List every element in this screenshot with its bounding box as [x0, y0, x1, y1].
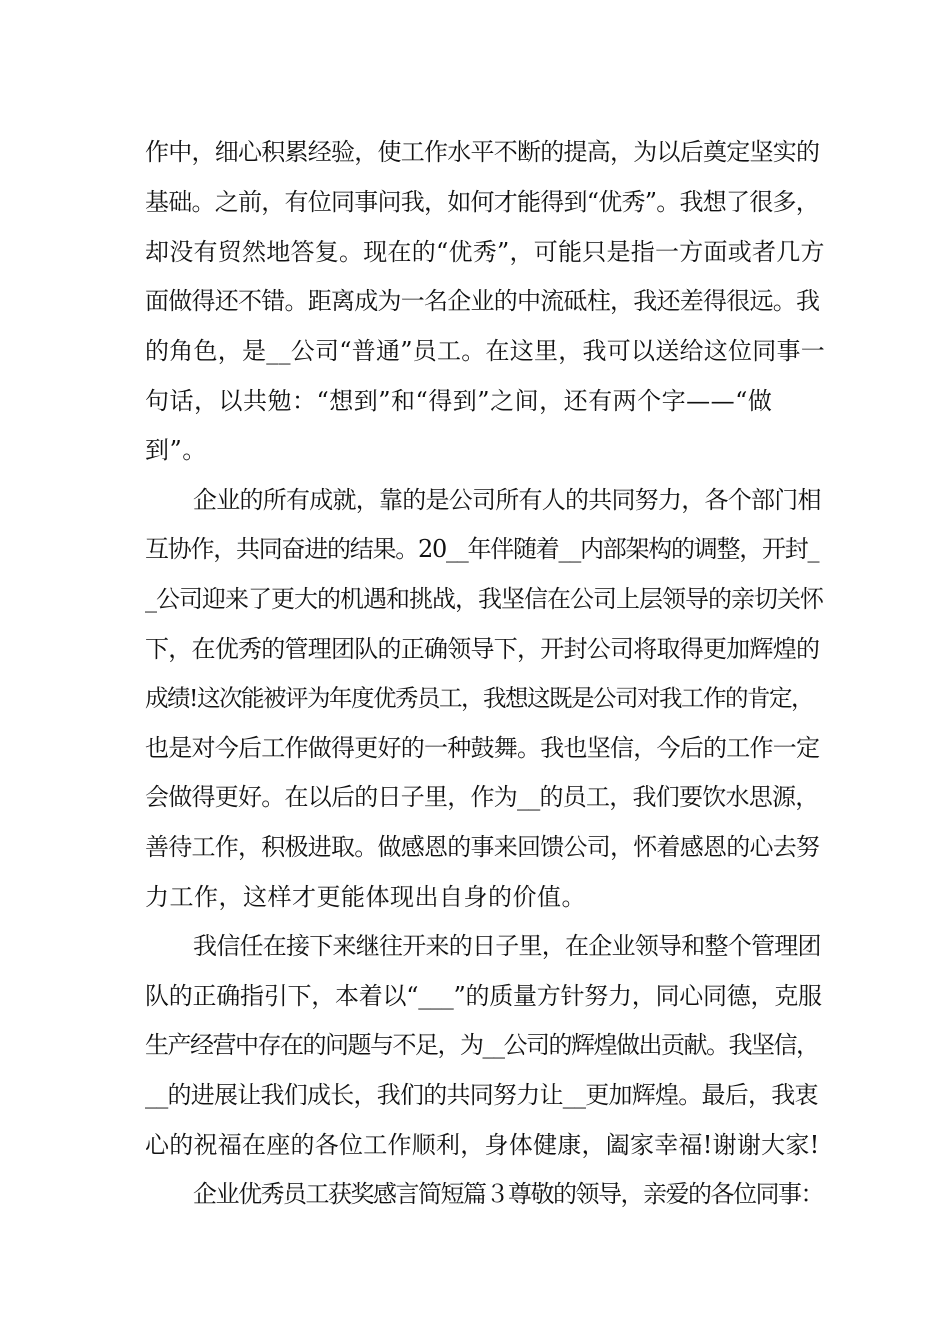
paragraph-2-line-6: 也是对今后工作做得更好的一种鼓舞。我也坚信，今后的工作一定 — [145, 734, 820, 762]
paragraph-2-line-1: 企业的所有成就，靠的是公司所有人的共同努力，各个部门相 — [193, 486, 821, 514]
paragraph-2-line-2: 互协作，共同奋进的结果。20__年伴随着__内部架构的调整，开封_ — [145, 535, 819, 563]
paragraph-1-line-3: 却没有贸然地答复。现在的“优秀”，可能只是指一方面或者几方 — [145, 238, 825, 266]
paragraph-2-line-9: 力工作，这样才更能体现出自身的价值。 — [145, 883, 586, 911]
paragraph-3-line-1: 我信任在接下来继往开来的日子里，在企业领导和整个管理团 — [193, 932, 821, 960]
paragraph-2-line-4: 下，在优秀的管理团队的正确领导下，开封公司将取得更加辉煌的 — [145, 635, 820, 663]
paragraph-3-line-5: 心的祝福在座的各位工作顺利，身体健康，阖家幸福!谢谢大家! — [145, 1131, 820, 1159]
paragraph-1-line-6: 句话，以共勉：“想到”和“得到”之间，还有两个字——“做 — [145, 387, 773, 415]
paragraph-2-line-8: 善待工作，积极进取。做感恩的事来回馈公司，怀着感恩的心去努 — [145, 833, 820, 861]
paragraph-1-line-2: 基础。之前，有位同事问我，如何才能得到“优秀”。我想了很多， — [145, 188, 820, 216]
paragraph-1-line-1: 作中，细心积累经验，使工作水平不断的提高，为以后奠定坚实的 — [145, 138, 820, 166]
paragraph-2-line-7: 会做得更好。在以后的日子里，作为__的员工，我们要饮水思源， — [145, 783, 819, 811]
paragraph-2-line-3: _公司迎来了更大的机遇和挑战，我坚信在公司上层领导的亲切关怀 — [145, 585, 823, 613]
paragraph-1-line-5: 的角色，是__公司“普通”员工。在这里，我可以送给这位同事一 — [145, 337, 826, 365]
paragraph-1-line-7: 到”。 — [145, 436, 207, 464]
paragraph-3-line-4: __的进展让我们成长，我们的共同努力让__更加辉煌。最后，我衷 — [145, 1081, 818, 1109]
paragraph-3-line-3: 生产经营中存在的问题与不足，为__公司的辉煌做出贡献。我坚信， — [145, 1031, 819, 1059]
paragraph-1-line-4: 面做得还不错。距离成为一名企业的中流砥柱，我还差得很远。我 — [145, 287, 820, 315]
paragraph-2-line-5: 成绩!这次能被评为年度优秀员工，我想这既是公司对我工作的肯定， — [145, 684, 813, 712]
paragraph-4-line-1: 企业优秀员工获奖感言简短篇３尊敬的领导，亲爱的各位同事： — [193, 1180, 823, 1208]
paragraph-3-line-2: 队的正确指引下，本着以“___”的质量方针努力，同心同德，克服 — [145, 982, 822, 1010]
